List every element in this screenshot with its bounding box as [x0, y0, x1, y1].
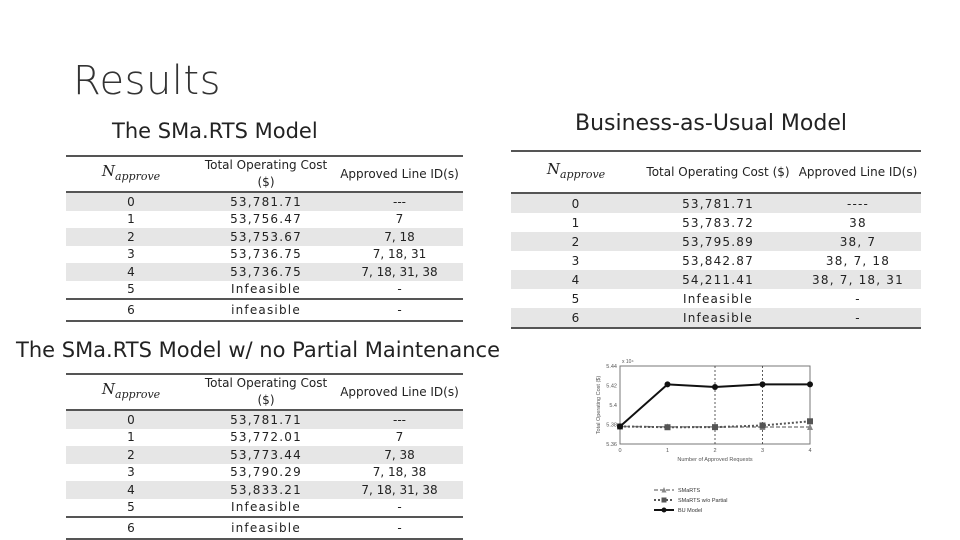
- n-cell: 5: [66, 499, 196, 518]
- n-cell: 0: [66, 192, 196, 211]
- table-row: [66, 299, 463, 321]
- nopm-results-table: [66, 373, 463, 540]
- n-cell: 6: [511, 308, 641, 328]
- lines-cell: 7, 18, 31, 38: [336, 481, 463, 499]
- n-cell: 0: [66, 410, 196, 429]
- lines-cell: 38, 7, 18, 31: [795, 270, 921, 289]
- table-row: [66, 281, 463, 300]
- table-row: [66, 429, 463, 447]
- n-cell: 0: [511, 193, 641, 213]
- cost-header: Total Operating Cost ($): [196, 156, 336, 192]
- cost-cell: 53,756.47: [230, 212, 302, 227]
- table-row: [511, 289, 921, 308]
- n-cell: 5: [66, 281, 196, 300]
- x-tick-label: 4: [808, 448, 812, 454]
- lines-cell: 7, 38: [336, 446, 463, 464]
- y-tick-label: 5.4: [609, 403, 617, 409]
- cost-cell: 53,795.89: [641, 232, 795, 251]
- table-row: [66, 263, 463, 281]
- x-tick-label: 1: [665, 448, 670, 454]
- bau-results-table: [511, 150, 921, 329]
- x-tick-label: 3: [760, 448, 765, 454]
- table-row: [66, 446, 463, 464]
- table-row: [66, 246, 463, 264]
- lines-cell: 7, 18, 31: [372, 247, 427, 262]
- legend-label: SMaRTS w/o Partial: [678, 498, 728, 504]
- lines-cell: 7, 18, 38: [372, 465, 427, 480]
- slide-title: Results: [73, 58, 221, 104]
- cost-cell: 53,790.29: [230, 465, 302, 480]
- table-row: [66, 211, 463, 229]
- series-point-1: [760, 422, 766, 428]
- n-cell: 2: [66, 446, 196, 464]
- table-row: [66, 228, 463, 246]
- table-row: [66, 192, 463, 211]
- lines-cell: 38, 7: [795, 232, 921, 251]
- table-row: [66, 410, 463, 429]
- lines-cell: 38: [849, 215, 867, 230]
- cost-cell: Infeasible: [641, 308, 795, 328]
- table-row: [66, 464, 463, 482]
- lines-cell: 38, 7, 18: [825, 253, 891, 268]
- table-row: [66, 517, 463, 539]
- cost-cell: Infeasible: [682, 291, 754, 306]
- series-point-2: [760, 381, 766, 387]
- cost-cell: infeasible: [196, 299, 336, 321]
- y-axis-label: Total Operating Cost ($): [596, 375, 602, 435]
- series-point-1: [665, 424, 671, 430]
- n-cell: 2: [511, 232, 641, 251]
- table-row: [511, 232, 921, 251]
- n-cell: 5: [571, 291, 581, 306]
- series-point-2: [665, 381, 671, 387]
- plot-frame: [620, 366, 810, 444]
- lines-cell: -: [336, 281, 463, 300]
- cost-cell: Infeasible: [196, 499, 336, 518]
- cost-cell: 53,781.71: [641, 193, 795, 213]
- n-cell: 3: [571, 253, 581, 268]
- cost-comparison-chart: [590, 352, 830, 527]
- n-approve-header: $N_{approve}$: [511, 151, 641, 193]
- lines-cell: ---: [336, 410, 463, 429]
- cost-cell: 53,773.44: [196, 446, 336, 464]
- y-exponent-label: x 10⁴: [622, 359, 634, 365]
- cost-cell: Infeasible: [196, 281, 336, 300]
- y-tick-label: 5.38: [606, 422, 617, 429]
- n-approve-header: $N_{approve}$: [66, 374, 196, 410]
- lines-header: Approved Line ID(s): [795, 151, 921, 193]
- lines-cell: -: [336, 299, 463, 321]
- legend-marker: [662, 498, 667, 503]
- lines-header: Approved Line ID(s): [336, 156, 463, 192]
- n-cell: 6: [66, 299, 196, 321]
- series-point-2: [712, 384, 718, 390]
- cost-cell: 54,211.41: [641, 270, 795, 289]
- cost-cell: 53,783.72: [682, 215, 754, 230]
- table-row: [511, 213, 921, 232]
- smarts-results-table: [66, 155, 463, 322]
- table-row: [66, 481, 463, 499]
- x-tick-label: 2: [713, 448, 717, 454]
- legend-label: BU Model: [678, 508, 703, 514]
- cost-cell: 53,736.75: [196, 263, 336, 281]
- lines-cell: 7, 18, 31, 38: [336, 263, 463, 281]
- lines-cell: ---: [336, 192, 463, 211]
- table-row: [511, 270, 921, 289]
- series-point-1: [712, 424, 718, 430]
- lines-cell: -: [795, 308, 921, 328]
- n-cell: 4: [511, 270, 641, 289]
- lines-cell: -: [855, 291, 861, 306]
- series-point-1: [807, 418, 813, 424]
- lines-cell: -: [336, 517, 463, 539]
- n-cell: 2: [66, 228, 196, 246]
- series-point-2: [807, 381, 813, 387]
- x-axis-label: Number of Approved Requests: [677, 457, 753, 463]
- cost-cell: 53,833.21: [196, 481, 336, 499]
- y-tick-label: 5.36: [606, 442, 617, 448]
- lines-cell: 7: [395, 212, 404, 227]
- n-approve-header: $N_{approve}$: [66, 156, 196, 192]
- bau-section-title: Business-as-Usual Model: [575, 111, 847, 136]
- lines-cell: ----: [795, 193, 921, 213]
- x-tick-label: 0: [618, 448, 622, 454]
- n-cell: 1: [571, 215, 581, 230]
- n-cell: 3: [127, 247, 135, 262]
- cost-header: Total Operating Cost ($): [196, 374, 336, 410]
- nopm-section-title: The SMa.RTS Model w/ no Partial Maintenance: [16, 338, 501, 362]
- lines-cell: -: [336, 499, 463, 518]
- lines-cell: 7: [395, 430, 404, 445]
- legend-label: SMaRTS: [678, 488, 701, 494]
- table-row: [511, 193, 921, 213]
- series-point-2: [617, 423, 623, 429]
- y-tick-label: 5.42: [606, 383, 617, 390]
- table-row: [511, 308, 921, 328]
- cost-cell: 53,753.67: [196, 228, 336, 246]
- cost-cell: 53,772.01: [230, 430, 302, 445]
- n-cell: 1: [127, 430, 135, 445]
- lines-cell: 7, 18: [336, 228, 463, 246]
- n-cell: 1: [127, 212, 135, 227]
- cost-cell: 53,842.87: [682, 253, 754, 268]
- cost-cell: 53,781.71: [196, 192, 336, 211]
- legend-marker: [662, 508, 667, 513]
- cost-cell: infeasible: [196, 517, 336, 539]
- n-cell: 4: [66, 263, 196, 281]
- table-row: [511, 251, 921, 270]
- cost-cell: 53,781.71: [196, 410, 336, 429]
- n-cell: 6: [66, 517, 196, 539]
- smarts-section-title: The SMa.RTS Model: [112, 119, 318, 143]
- table-row: [66, 499, 463, 518]
- y-tick-label: 5.44: [606, 364, 617, 370]
- cost-header: Total Operating Cost ($): [641, 151, 795, 193]
- cost-cell: 53,736.75: [230, 247, 302, 262]
- lines-header: Approved Line ID(s): [336, 374, 463, 410]
- n-cell: 3: [127, 465, 135, 480]
- n-cell: 4: [66, 481, 196, 499]
